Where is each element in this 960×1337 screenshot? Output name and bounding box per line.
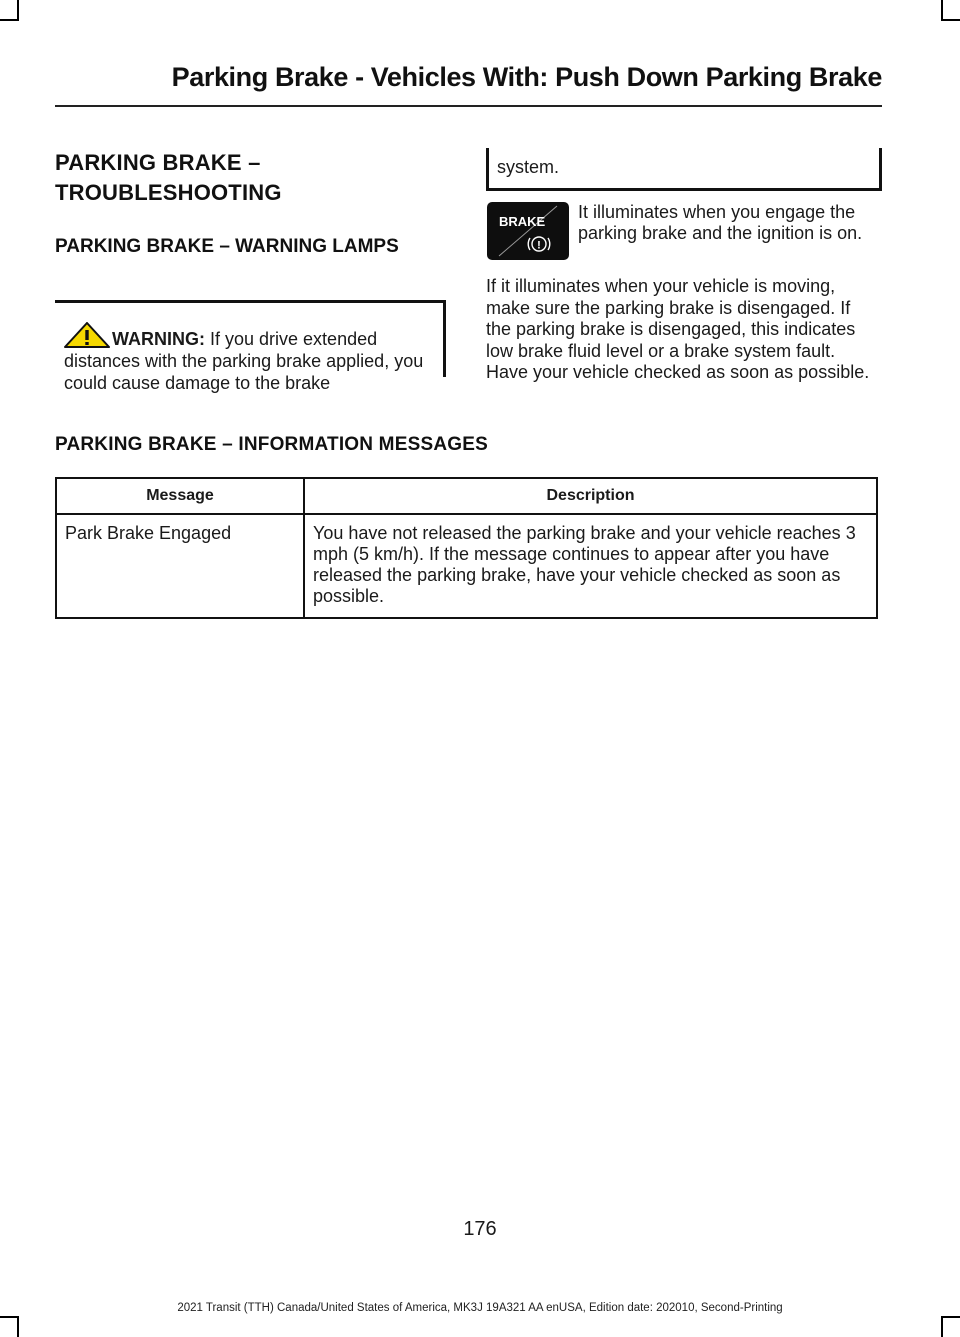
warning-continuation-text: system. (497, 157, 560, 177)
warning-text (64, 322, 442, 394)
section-title-line2: TROUBLESHOOTING (55, 180, 282, 205)
crop-mark (17, 0, 19, 20)
page-header-title: Parking Brake - Vehicles With: Push Down Parking Brake (171, 62, 882, 92)
warning-body: If you drive extended distances with the parking brake applied, you could cause damage to the brake (64, 329, 424, 393)
subsection-title: PARKING BRAKE – WARNING LAMPS (55, 236, 399, 257)
crop-mark (941, 19, 960, 21)
header-rule (55, 105, 882, 107)
crop-mark (0, 1316, 19, 1318)
table-header-message: Message (56, 478, 304, 514)
warning-triangle-icon (64, 322, 110, 348)
warning-label: WARNING: (112, 329, 205, 349)
table-header-description: Description (304, 478, 877, 514)
crop-mark (941, 1317, 943, 1337)
crop-mark (0, 19, 19, 21)
table-row (56, 514, 877, 618)
section2-title: PARKING BRAKE – INFORMATION MESSAGES (55, 434, 488, 455)
lamp-description: It illuminates when you engage the parking brake and the ignition is on. (578, 202, 863, 243)
information-messages-table (55, 477, 878, 619)
table-cell-description: You have not released the parking brake and your vehicle reaches 3 mph (5 km/h). If the message continues to appear after you have released the parking brake, have your vehicle checked as soon as possible. (304, 514, 877, 618)
table-header-row (56, 478, 877, 514)
lamp-word: BRAKE (499, 214, 546, 229)
crop-mark (941, 1316, 960, 1318)
table-cell-message: Park Brake Engaged (56, 514, 304, 618)
brake-warning-lamp-icon (487, 202, 569, 260)
crop-mark (17, 1317, 19, 1337)
section-title-line1: PARKING BRAKE – (55, 150, 261, 175)
crop-mark (941, 0, 943, 20)
body-paragraph: If it illuminates when your vehicle is moving, make sure the parking brake is disengaged. If the parking brake is disengaged, this indicates low brake fluid level or a brake system fault. Have your vehicle checked as soon as possible. (486, 276, 870, 382)
page-number: 176 (463, 1218, 497, 1240)
lamp-symbol: ! (537, 239, 541, 252)
footer-text: 2021 Transit (TTH) Canada/United States of America, MK3J 19A321 AA enUSA, Edition date: 202010, Second-Printing (177, 1302, 783, 1314)
